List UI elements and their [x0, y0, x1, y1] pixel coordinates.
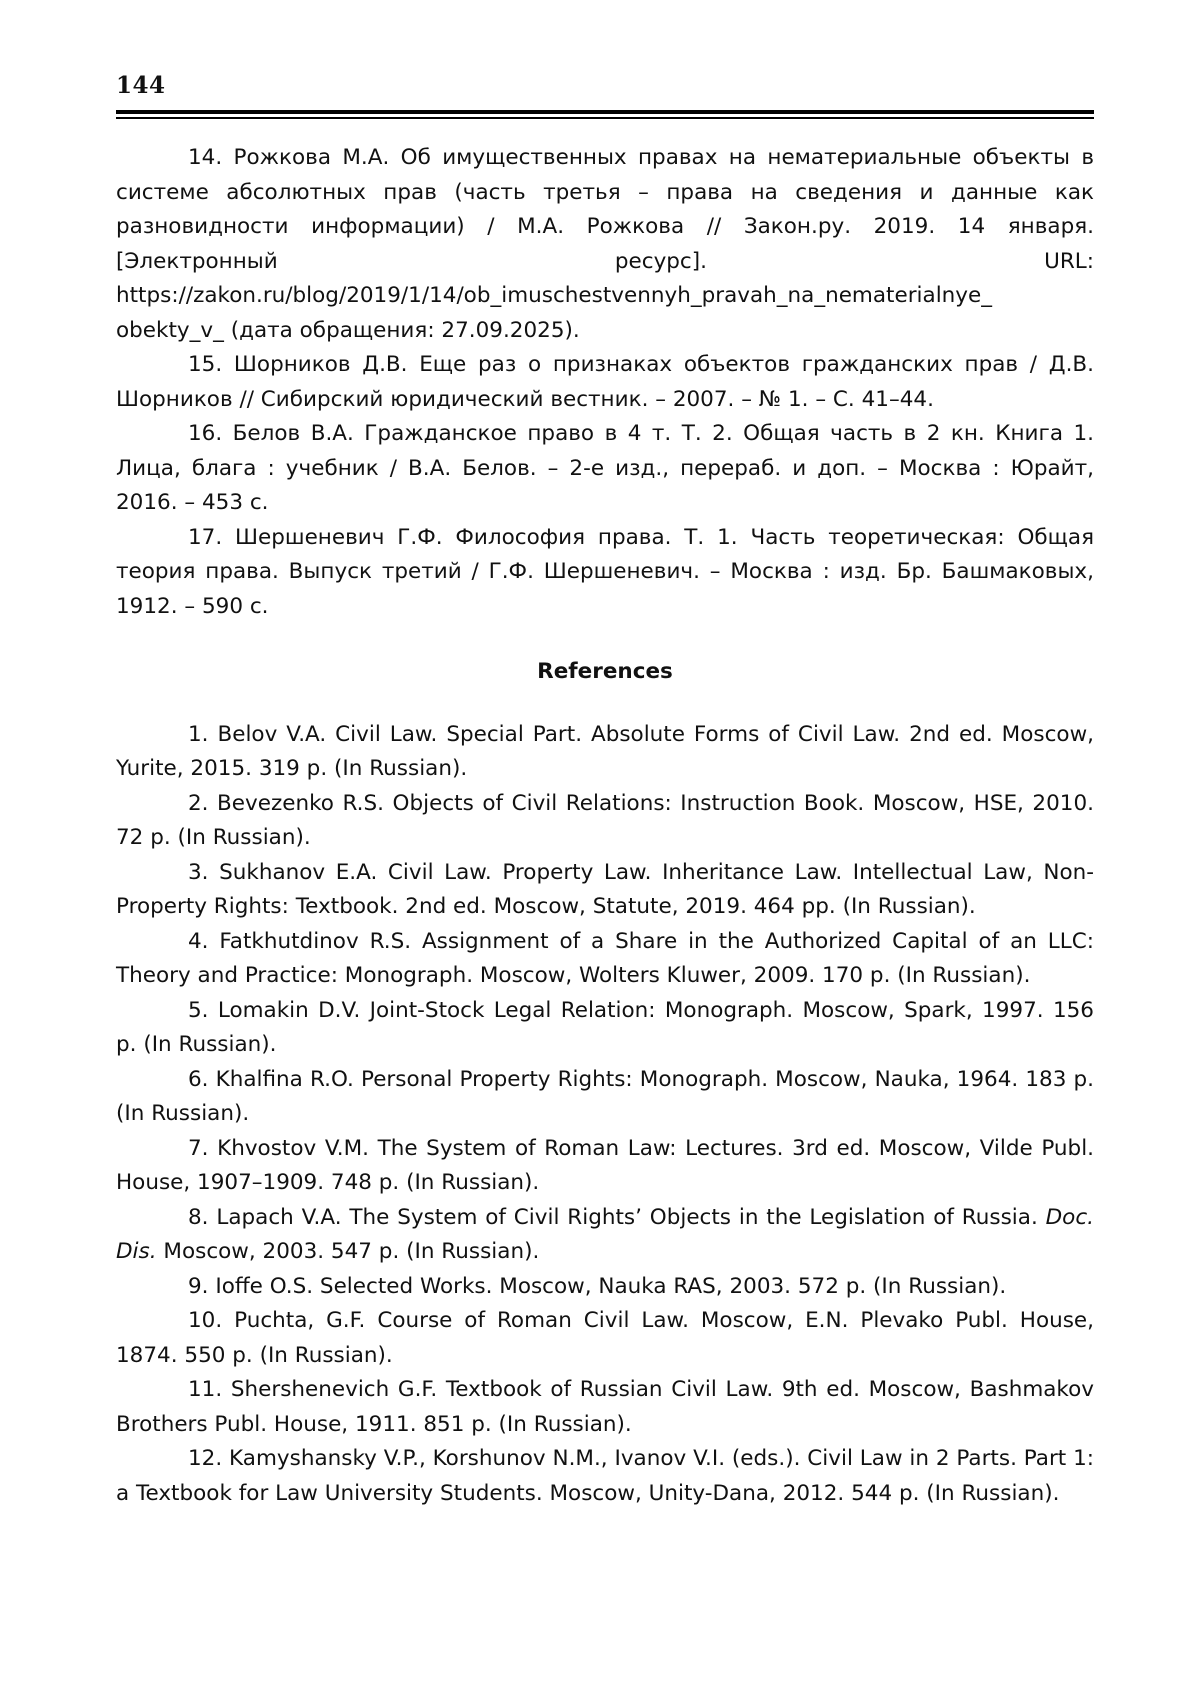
- reference-entry-10: 10. Puchta, G.F. Course of Roman Civil Law. Moscow, E.N. Plevako Publ. House, 1874. 550 p. (In Russian).: [116, 1308, 1094, 1368]
- bibliography-entry-16: 16. Белов В.А. Гражданское право в 4 т. Т. 2. Общая часть в 2 кн. Книга 1. Лица, блага : учебник / В.А. Белов. – 2-е изд., перераб. и доп. – Москва : Юрайт, 2016. – 453 с.: [116, 421, 1094, 515]
- body-text: [116, 141, 1094, 1511]
- reference-entry-2: 2. Bevezenko R.S. Objects of Civil Relations: Instruction Book. Moscow, HSE, 2010. 72 p. (In Russian).: [116, 790, 1094, 850]
- reference-entry-8-italic: Doc. Dis.: [116, 1204, 1094, 1264]
- reference-entry-11: 11. Shershenevich G.F. Textbook of Russian Civil Law. 9th ed. Moscow, Bashmakov Brothers Publ. House, 1911. 851 p. (In Russian).: [116, 1377, 1094, 1437]
- reference-entry-8-after: Moscow, 2003. 547 p. (In Russian).: [156, 1239, 540, 1264]
- header-rule-thin: [116, 117, 1094, 119]
- page-number: 144: [116, 72, 166, 99]
- reference-entry-3: 3. Sukhanov E.A. Civil Law. Property Law. Inheritance Law. Intellectual Law, Non-Property Rights: Textbook. 2nd ed. Moscow, Statute, 2019. 464 pp. (In Russian).: [116, 859, 1094, 919]
- reference-entry-12: 12. Kamyshansky V.P., Korshunov N.M., Ivanov V.I. (eds.). Civil Law in 2 Parts. Part 1: a Textbook for Law University Students. Moscow, Unity-Dana, 2012. 544 p. (In Russian).: [116, 1446, 1094, 1506]
- reference-entry-1: 1. Belov V.A. Civil Law. Special Part. Absolute Forms of Civil Law. 2nd ed. Moscow, Yurite, 2015. 319 p. (In Russian).: [116, 721, 1094, 781]
- reference-entry-4: 4. Fatkhutdinov R.S. Assignment of a Share in the Authorized Capital of an LLC: Theory and Practice: Monograph. Moscow, Wolters Kluwer, 2009. 170 p. (In Russian).: [116, 928, 1094, 988]
- bibliography-entry-17: 17. Шершеневич Г.Ф. Философия права. Т. 1. Часть теоретическая: Общая теория права. Выпуск третий / Г.Ф. Шершеневич. – Москва : изд. Бр. Башмаковых, 1912. – 590 с.: [116, 524, 1094, 619]
- bibliography-entry-15: 15. Шорников Д.В. Еще раз о признаках объектов гражданских прав / Д.В. Шорников // Сибирский юридический вестник. – 2007. – № 1. – С. 41–44.: [116, 352, 1094, 412]
- reference-entry-9: 9. Ioffe O.S. Selected Works. Moscow, Nauka RAS, 2003. 572 p. (In Russian).: [188, 1273, 1007, 1299]
- reference-entry-7: 7. Khvostov V.M. The System of Roman Law: Lectures. 3rd ed. Moscow, Vilde Publ. House, 1907–1909. 748 p. (In Russian).: [116, 1135, 1094, 1195]
- reference-entry-8: [116, 1201, 1094, 1270]
- header-rule-thick: [116, 110, 1094, 114]
- references-heading: References: [537, 659, 673, 684]
- reference-entry-6: 6. Khalfina R.O. Personal Property Rights: Monograph. Moscow, Nauka, 1964. 183 p. (In Russian).: [116, 1066, 1094, 1126]
- reference-entry-5: 5. Lomakin D.V. Joint-Stock Legal Relation: Monograph. Moscow, Spark, 1997. 156 p. (In Russian).: [116, 997, 1094, 1057]
- bibliography-entry-14: 14. Рожкова М.А. Об имущественных правах на нематериальные объекты в системе абсолютных прав (часть третья – права на сведения и данные как разновидности информации) / М.А. Рожкова // Закон.ру. 2019. 14 января. [Электронный ресурс]. URL: https://zakon.ru/blog/2019/1/14/ob_imuschestvennyh_pravah_na_nematerialnye_ obekty_v_ (дата обращения: 27.09.2025).: [116, 145, 1094, 343]
- reference-entry-8-before: 8. Lapach V.A. The System of Civil Rights’ Objects in the Legislation of Russia.: [188, 1204, 1046, 1230]
